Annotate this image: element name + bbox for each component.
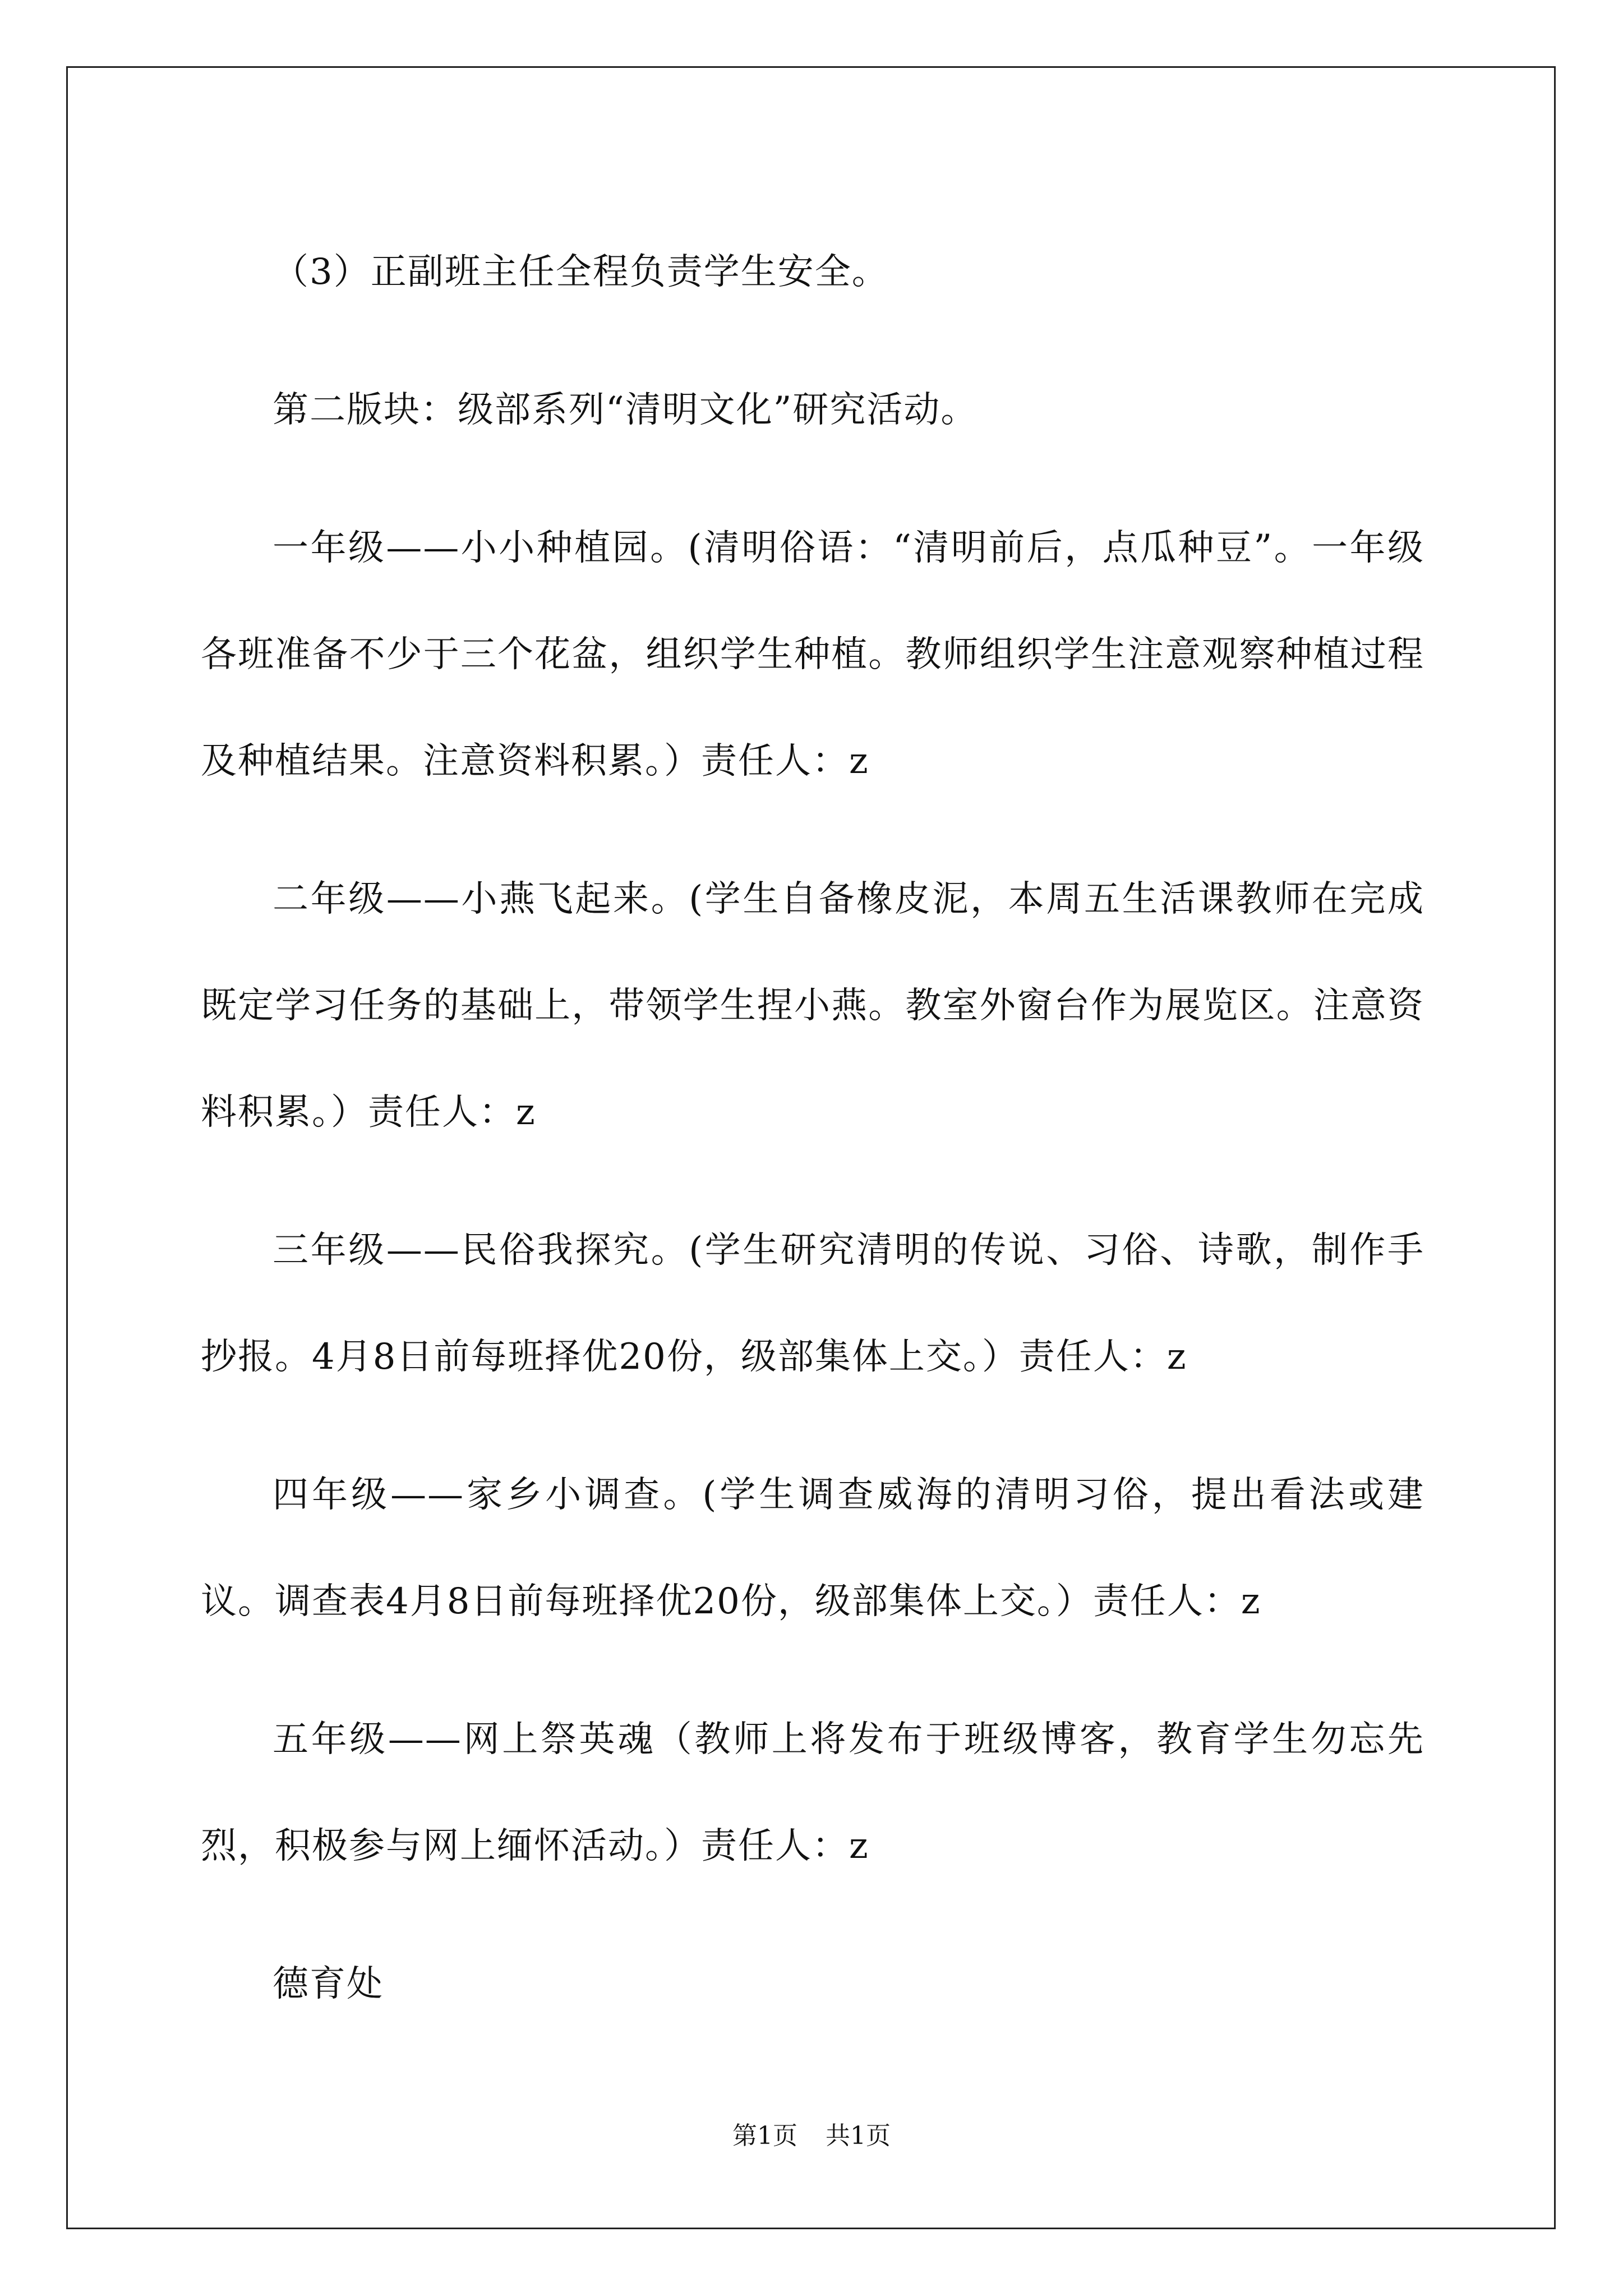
paragraph-grade-one: 一年级——小小种植园。(清明俗语：“清明前后，点瓜种豆”。一年级各班准备不少于三个花盆，组织学生种植。教师组织学生注意观察种植过程及种植结果。注意资料积累。）责任人：z bbox=[201, 527, 1424, 782]
page-number-current: 第1页 bbox=[732, 2122, 797, 2150]
paragraph-safety: （3）正副班主任全程负责学生安全。 bbox=[273, 251, 889, 293]
paragraph-section-two-title: 第二版块：级部系列“清明文化”研究活动。 bbox=[273, 389, 978, 431]
paragraph-grade-three: 三年级——民俗我探究。(学生研究清明的传说、习俗、诗歌，制作手抄报。4月8日前每班择优20份，级部集体上交。）责任人：z bbox=[201, 1230, 1424, 1378]
paragraph-signature: 德育处 bbox=[273, 1963, 384, 2005]
paragraph-grade-two: 二年级——小燕飞起来。(学生自备橡皮泥，本周五生活课教师在完成既定学习任务的基础上，带领学生捏小燕。教室外窗台作为展览区。注意资料积累。）责任人：z bbox=[201, 878, 1424, 1133]
page-number-total: 共1页 bbox=[826, 2122, 891, 2150]
page-footer bbox=[0, 2119, 1623, 2153]
document-body bbox=[201, 219, 1424, 2069]
paragraph-grade-five: 五年级——网上祭英魂（教师上将发布于班级博客，教育学生勿忘先烈，积极参与网上缅怀活动。）责任人：z bbox=[201, 1719, 1424, 1867]
paragraph-grade-four: 四年级——家乡小调查。(学生调查威海的清明习俗，提出看法或建议。调查表4月8日前每班择优20份，级部集体上交。）责任人：z bbox=[201, 1474, 1424, 1622]
